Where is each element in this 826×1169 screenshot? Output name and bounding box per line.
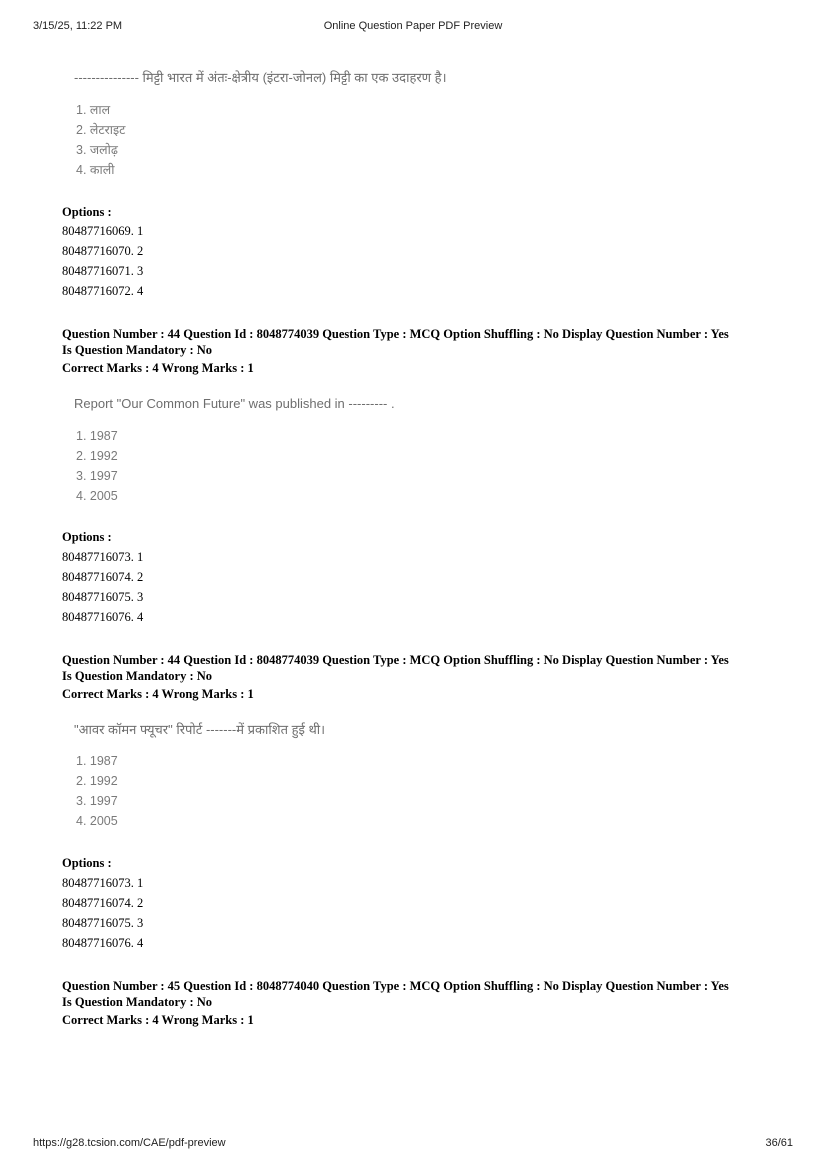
option-id: 80487716072. 4	[62, 284, 144, 298]
option-id: 80487716075. 3	[62, 590, 144, 604]
question-choices	[76, 426, 118, 506]
choice-item: 2. लेटराइट	[76, 123, 126, 137]
question-meta-line: Question Number : 44 Question Id : 8048774039 Question Type : MCQ Option Shuffling : No Display Question Number : Yes	[62, 653, 729, 667]
option-id: 80487716076. 4	[62, 936, 144, 950]
page-title: Online Question Paper PDF Preview	[323, 20, 503, 32]
question-choices	[76, 100, 125, 180]
choice-item: 2. 1992	[76, 774, 118, 788]
question-meta	[62, 978, 782, 1028]
marks-line: Correct Marks : 4 Wrong Marks : 1	[62, 361, 254, 375]
question-meta	[62, 652, 782, 702]
question-text: --------------- मिट्टी भारत में अंतः-क्षेत्रीय (इंटरा-जोनल) मिट्टी का एक उदाहरण है।	[74, 70, 447, 85]
question-choices	[76, 751, 118, 831]
option-id: 80487716073. 1	[62, 876, 144, 890]
choice-item: 1. 1987	[76, 429, 118, 443]
options-list	[62, 221, 143, 301]
mandatory-line: Is Question Mandatory : No	[62, 343, 213, 357]
mandatory-line: Is Question Mandatory : No	[62, 995, 213, 1009]
choice-item: 1. 1987	[76, 754, 118, 768]
options-heading: Options :	[62, 530, 112, 544]
option-id: 80487716069. 1	[62, 224, 144, 238]
option-id: 80487716075. 3	[62, 916, 144, 930]
option-id: 80487716070. 2	[62, 244, 144, 258]
choice-item: 3. 1997	[76, 794, 118, 808]
options-list	[62, 873, 143, 953]
options-heading: Options :	[62, 856, 112, 870]
question-meta-line: Question Number : 44 Question Id : 8048774039 Question Type : MCQ Option Shuffling : No Display Question Number : Yes	[62, 327, 729, 341]
marks-line: Correct Marks : 4 Wrong Marks : 1	[62, 1013, 254, 1027]
page-url: https://g28.tcsion.com/CAE/pdf-preview	[33, 1137, 226, 1149]
marks-line: Correct Marks : 4 Wrong Marks : 1	[62, 687, 254, 701]
choice-item: 4. काली	[76, 163, 115, 177]
option-id: 80487716071. 3	[62, 264, 144, 278]
question-text: Report "Our Common Future" was published in --------- .	[74, 396, 395, 411]
option-id: 80487716074. 2	[62, 896, 144, 910]
option-id: 80487716073. 1	[62, 550, 144, 564]
mandatory-line: Is Question Mandatory : No	[62, 669, 213, 683]
print-datetime: 3/15/25, 11:22 PM	[33, 20, 123, 32]
choice-item: 4. 2005	[76, 814, 118, 828]
choice-item: 4. 2005	[76, 489, 118, 503]
question-meta-line: Question Number : 45 Question Id : 8048774040 Question Type : MCQ Option Shuffling : No Display Question Number : Yes	[62, 979, 729, 993]
choice-item: 1. लाल	[76, 103, 111, 117]
choice-item: 3. जलोढ़	[76, 143, 118, 157]
option-id: 80487716076. 4	[62, 610, 144, 624]
options-list	[62, 547, 143, 627]
page-number: 36/61	[765, 1137, 793, 1149]
question-text: "आवर कॉमन फ्यूचर" रिपोर्ट -------में प्रकाशित हुई थी।	[74, 722, 326, 737]
option-id: 80487716074. 2	[62, 570, 144, 584]
question-meta	[62, 326, 782, 376]
choice-item: 2. 1992	[76, 449, 118, 463]
options-heading: Options :	[62, 205, 112, 219]
choice-item: 3. 1997	[76, 469, 118, 483]
